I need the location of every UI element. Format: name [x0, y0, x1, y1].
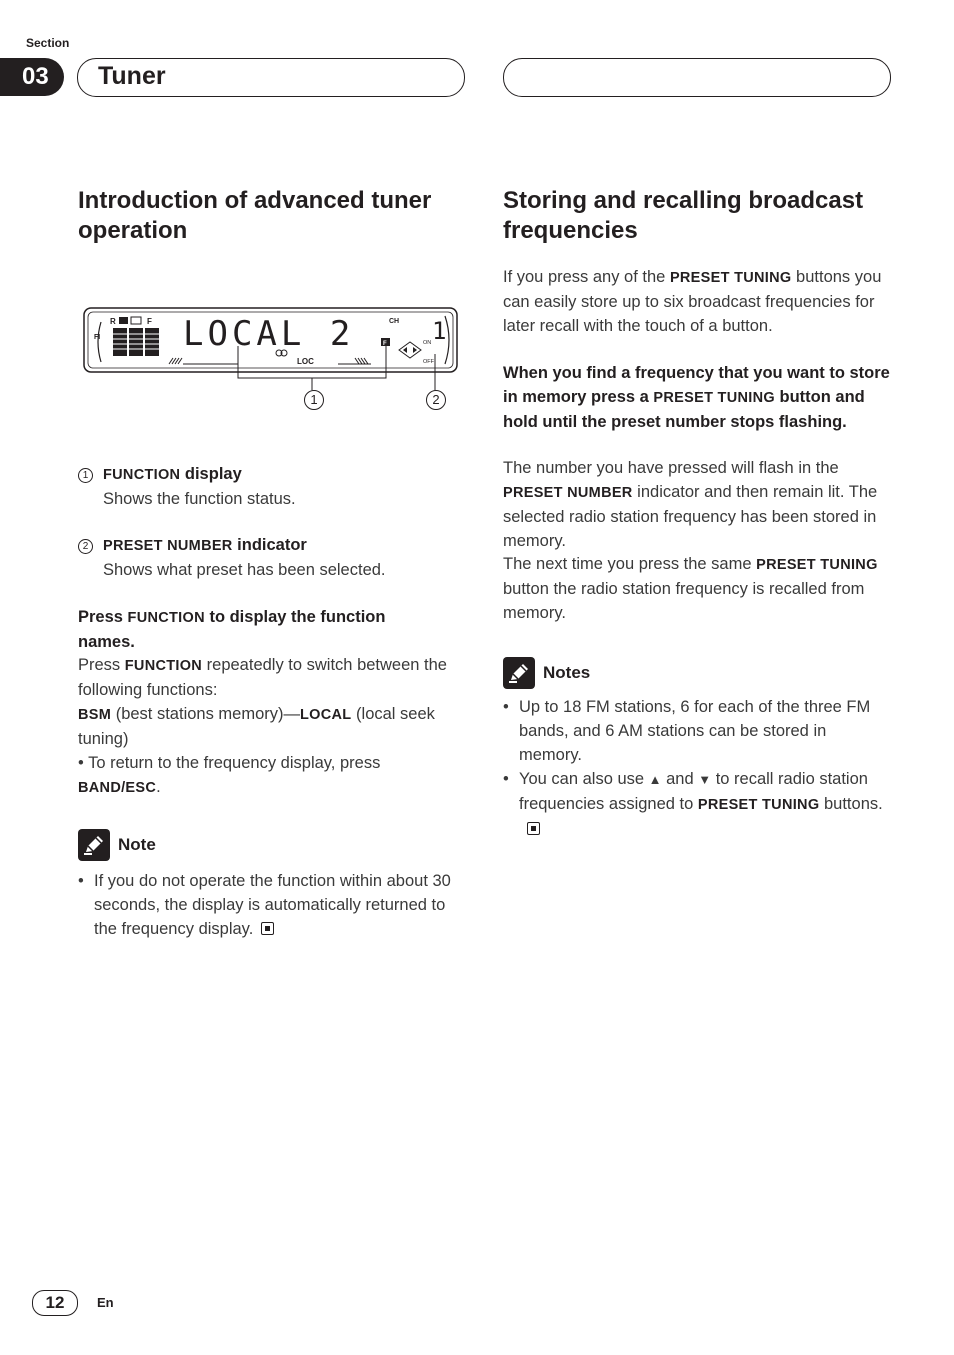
off-label: OFF — [423, 359, 434, 365]
bullet2-mid: to recall radio station frequencies assigned to — [519, 770, 868, 813]
right-notes-bullet-1-text: Up to 18 FM stations, 6 for each of the three FM bands, and 6 AM stations can be stored in memory. — [519, 698, 871, 764]
callout-2: 2 — [426, 390, 446, 410]
lcd-display-figure — [83, 306, 459, 410]
right-intro — [503, 265, 893, 338]
f-box-label: F — [383, 341, 387, 347]
bullet2-post: buttons. — [819, 795, 883, 813]
on-label: ON — [423, 340, 432, 346]
right-notes-bullet-2: • You can also use ▲ and ▼ to recall radio station frequencies assigned to PRESET TUNING buttons. — [503, 767, 893, 841]
left-note-title: Note — [118, 835, 156, 854]
pencil-note-icon — [78, 829, 110, 861]
preset-number-digit: 1 — [432, 317, 447, 345]
left-paragraph — [78, 653, 462, 800]
band-esc-kw: BAND/ESC — [78, 780, 157, 796]
section-title: Tuner — [98, 62, 166, 90]
right-notes-title: Notes — [543, 663, 591, 682]
left-instruction — [78, 605, 438, 654]
legend-kw-1: FUNCTION — [103, 467, 181, 483]
right-para1-kw: PRESET NUMBER — [503, 485, 633, 501]
left-note-bullet-text: If you do not operate the function within about 30 seconds, the display is automatically returned to the frequency display. — [94, 872, 451, 938]
display-illustration — [83, 306, 459, 410]
left-column-heading-wrap — [78, 186, 468, 246]
right-instruction-post: button and hold until the preset number stops flashing. — [503, 388, 865, 431]
end-mark-icon — [261, 922, 274, 935]
right-heading: Storing and recalling broadcast frequencies — [503, 187, 864, 244]
end-mark-icon — [527, 822, 540, 835]
right-instruction-pre: When you find a frequency that you want to store in memory press a — [503, 364, 890, 406]
f-indicator: F — [147, 317, 152, 326]
section-label: Section — [26, 36, 70, 50]
right-intro-post: buttons you can easily store up to six broadcast frequencies for later recall with the touch of a button. — [503, 268, 882, 335]
left-heading: Introduction of advanced tuner operation — [78, 187, 432, 244]
return-note-pre: • To return to the frequency display, press — [78, 754, 381, 772]
level-meter — [113, 328, 159, 356]
bullet2-pre: You can also use — [519, 770, 649, 788]
bullet2-and: and — [661, 770, 699, 788]
left-para-pre: Press — [78, 656, 125, 674]
legend-label-2: indicator — [232, 536, 307, 554]
legend-item-1 — [78, 462, 468, 511]
pencil-notes-icon — [503, 657, 535, 689]
left-instruction-pre: Press — [78, 608, 128, 626]
left-note-block — [78, 827, 468, 941]
language-label: En — [97, 1295, 114, 1310]
right-para1-pre: The number you have pressed will flash in the — [503, 459, 839, 477]
down-arrow-icon: ▼ — [698, 772, 712, 787]
loc-label: LOC — [297, 357, 314, 366]
section-number-badge: 03 — [0, 58, 64, 96]
section-title-box — [77, 58, 465, 97]
legend-kw-2: PRESET NUMBER — [103, 538, 233, 554]
bullet2-kw: PRESET TUNING — [697, 797, 820, 813]
legend-label-1: display — [180, 465, 242, 483]
legend-item-2 — [78, 533, 468, 582]
right-para-2 — [503, 552, 893, 625]
legend-desc-1: Shows the function status. — [103, 490, 296, 508]
right-para-1 — [503, 456, 893, 553]
right-notes-block — [503, 655, 893, 841]
right-para1-post: indicator and then remain lit. The selected radio station frequency has been stored in memory. — [503, 483, 878, 550]
left-instruction-kw: FUNCTION — [127, 610, 205, 626]
right-notes-bullet-1: • Up to 18 FM stations, 6 for each of the three FM bands, and 6 AM stations can be stored in memory. — [503, 695, 893, 767]
left-instruction-post: to display the function names. — [78, 608, 386, 651]
local-kw: LOCAL — [300, 707, 352, 723]
right-para2-pre: The next time you press the same — [503, 555, 757, 573]
left-note-bullet: • If you do not operate the function within about 30 seconds, the display is automatically returned to the frequency display. — [78, 872, 451, 938]
callout-1: 1 — [304, 390, 324, 410]
page-number: 12 — [32, 1290, 78, 1316]
left-para-kw: FUNCTION — [124, 658, 203, 674]
ch-label: CH — [389, 318, 400, 325]
bsm-kw: BSM — [78, 707, 112, 723]
right-instruction-kw: PRESET TUNING — [653, 390, 775, 406]
right-para2-post: button the radio station frequency is recalled from memory. — [503, 580, 865, 622]
left-para-post: repeatedly to switch between the following functions: — [78, 656, 447, 699]
up-arrow-icon: ▲ — [648, 772, 662, 787]
legend-num-2: 2 — [78, 539, 93, 554]
display-main-text: LOCAL 2 — [183, 314, 355, 354]
return-note-post: . — [156, 778, 161, 796]
legend-desc-2: Shows what preset has been selected. — [103, 561, 386, 579]
functions-post: (local seek tuning) — [78, 705, 435, 748]
r-indicator: R — [110, 317, 116, 326]
functions-mid: (best stations memory)— — [111, 705, 301, 723]
legend-num-1: 1 — [78, 468, 93, 483]
right-heading-wrap — [503, 186, 893, 246]
right-intro-pre: If you press any of the — [503, 268, 670, 286]
right-instruction — [503, 361, 893, 434]
right-intro-kw: PRESET TUNING — [669, 270, 792, 286]
right-para2-kw: PRESET TUNING — [756, 557, 878, 573]
section-empty-box — [503, 58, 891, 97]
signal-icon — [119, 317, 128, 324]
fi-label: FI — [94, 334, 101, 341]
